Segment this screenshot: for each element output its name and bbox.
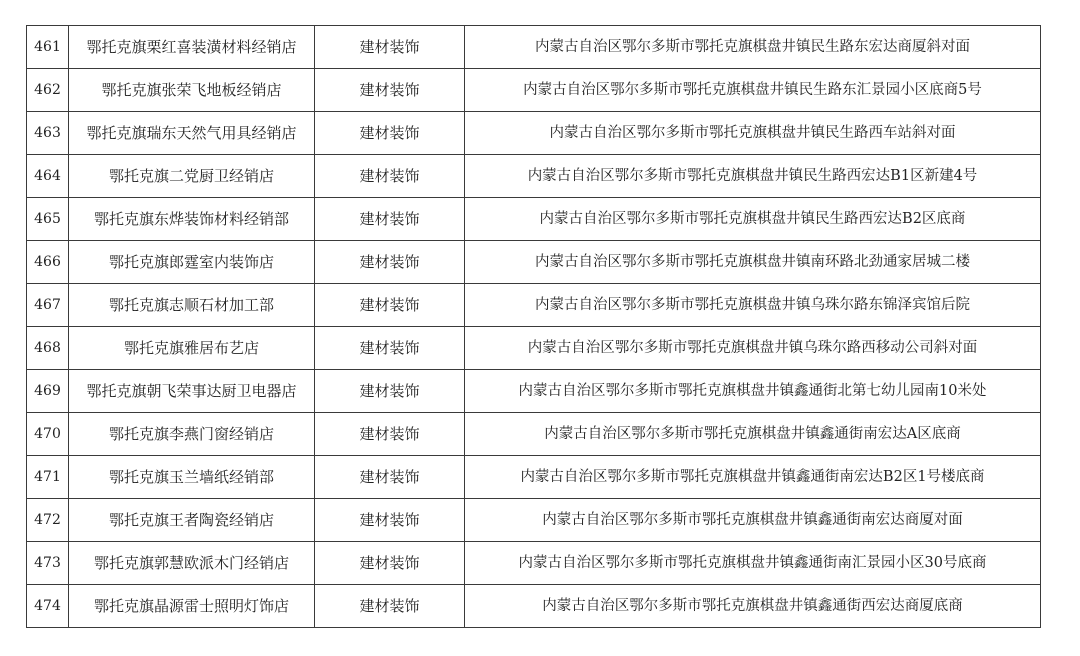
row-number-cell: 464: [27, 155, 69, 198]
table-row: [27, 241, 1041, 284]
table-row: [27, 112, 1041, 155]
category-cell: 建材装饰: [315, 585, 465, 628]
merchant-name-cell: 鄂托克旗瑞东天然气用具经销店: [69, 112, 315, 155]
category-cell: 建材装饰: [315, 327, 465, 370]
row-number-cell: 468: [27, 327, 69, 370]
row-number-cell: 463: [27, 112, 69, 155]
table-row: [27, 69, 1041, 112]
merchant-table: [26, 25, 1041, 628]
category-cell: 建材装饰: [315, 69, 465, 112]
category-cell: 建材装饰: [315, 284, 465, 327]
row-number-cell: 474: [27, 585, 69, 628]
merchant-table-body: [27, 26, 1041, 628]
table-row: [27, 413, 1041, 456]
address-cell: 内蒙古自治区鄂尔多斯市鄂托克旗棋盘井镇民生路东汇景园小区底商5号: [465, 69, 1041, 112]
address-cell: 内蒙古自治区鄂尔多斯市鄂托克旗棋盘井镇鑫通街南汇景园小区30号底商: [465, 542, 1041, 585]
category-cell: 建材装饰: [315, 413, 465, 456]
address-cell: 内蒙古自治区鄂尔多斯市鄂托克旗棋盘井镇南环路北劲通家居城二楼: [465, 241, 1041, 284]
row-number-cell: 469: [27, 370, 69, 413]
category-cell: 建材装饰: [315, 370, 465, 413]
merchant-name-cell: 鄂托克旗王者陶瓷经销店: [69, 499, 315, 542]
document-page: [26, 25, 1040, 628]
category-cell: 建材装饰: [315, 26, 465, 69]
address-cell: 内蒙古自治区鄂尔多斯市鄂托克旗棋盘井镇民生路东宏达商厦斜对面: [465, 26, 1041, 69]
merchant-name-cell: 鄂托克旗雅居布艺店: [69, 327, 315, 370]
address-cell: 内蒙古自治区鄂尔多斯市鄂托克旗棋盘井镇鑫通街北第七幼儿园南10米处: [465, 370, 1041, 413]
table-row: [27, 456, 1041, 499]
table-row: [27, 585, 1041, 628]
row-number-cell: 466: [27, 241, 69, 284]
row-number-cell: 462: [27, 69, 69, 112]
merchant-name-cell: 鄂托克旗郎霆室内装饰店: [69, 241, 315, 284]
table-row: [27, 499, 1041, 542]
table-row: [27, 327, 1041, 370]
address-cell: 内蒙古自治区鄂尔多斯市鄂托克旗棋盘井镇鑫通街南宏达A区底商: [465, 413, 1041, 456]
address-cell: 内蒙古自治区鄂尔多斯市鄂托克旗棋盘井镇鑫通街南宏达商厦对面: [465, 499, 1041, 542]
table-row: [27, 155, 1041, 198]
table-row: [27, 26, 1041, 69]
merchant-name-cell: 鄂托克旗志顺石材加工部: [69, 284, 315, 327]
row-number-cell: 473: [27, 542, 69, 585]
row-number-cell: 461: [27, 26, 69, 69]
row-number-cell: 467: [27, 284, 69, 327]
merchant-name-cell: 鄂托克旗晶源雷士照明灯饰店: [69, 585, 315, 628]
category-cell: 建材装饰: [315, 456, 465, 499]
row-number-cell: 471: [27, 456, 69, 499]
merchant-name-cell: 鄂托克旗东烨装饰材料经销部: [69, 198, 315, 241]
merchant-name-cell: 鄂托克旗张荣飞地板经销店: [69, 69, 315, 112]
table-row: [27, 542, 1041, 585]
row-number-cell: 465: [27, 198, 69, 241]
row-number-cell: 470: [27, 413, 69, 456]
address-cell: 内蒙古自治区鄂尔多斯市鄂托克旗棋盘井镇乌珠尔路西移动公司斜对面: [465, 327, 1041, 370]
category-cell: 建材装饰: [315, 542, 465, 585]
address-cell: 内蒙古自治区鄂尔多斯市鄂托克旗棋盘井镇民生路西宏达B2区底商: [465, 198, 1041, 241]
merchant-name-cell: 鄂托克旗李燕门窗经销店: [69, 413, 315, 456]
address-cell: 内蒙古自治区鄂尔多斯市鄂托克旗棋盘井镇民生路西车站斜对面: [465, 112, 1041, 155]
merchant-name-cell: 鄂托克旗玉兰墙纸经销部: [69, 456, 315, 499]
category-cell: 建材装饰: [315, 198, 465, 241]
merchant-name-cell: 鄂托克旗栗红喜装潢材料经销店: [69, 26, 315, 69]
address-cell: 内蒙古自治区鄂尔多斯市鄂托克旗棋盘井镇民生路西宏达B1区新建4号: [465, 155, 1041, 198]
merchant-name-cell: 鄂托克旗二党厨卫经销店: [69, 155, 315, 198]
address-cell: 内蒙古自治区鄂尔多斯市鄂托克旗棋盘井镇乌珠尔路东锦泽宾馆后院: [465, 284, 1041, 327]
table-row: [27, 198, 1041, 241]
row-number-cell: 472: [27, 499, 69, 542]
category-cell: 建材装饰: [315, 112, 465, 155]
category-cell: 建材装饰: [315, 241, 465, 284]
merchant-name-cell: 鄂托克旗郭慧欧派木门经销店: [69, 542, 315, 585]
table-row: [27, 370, 1041, 413]
table-row: [27, 284, 1041, 327]
address-cell: 内蒙古自治区鄂尔多斯市鄂托克旗棋盘井镇鑫通街南宏达B2区1号楼底商: [465, 456, 1041, 499]
category-cell: 建材装饰: [315, 155, 465, 198]
merchant-name-cell: 鄂托克旗朝飞荣事达厨卫电器店: [69, 370, 315, 413]
category-cell: 建材装饰: [315, 499, 465, 542]
address-cell: 内蒙古自治区鄂尔多斯市鄂托克旗棋盘井镇鑫通街西宏达商厦底商: [465, 585, 1041, 628]
